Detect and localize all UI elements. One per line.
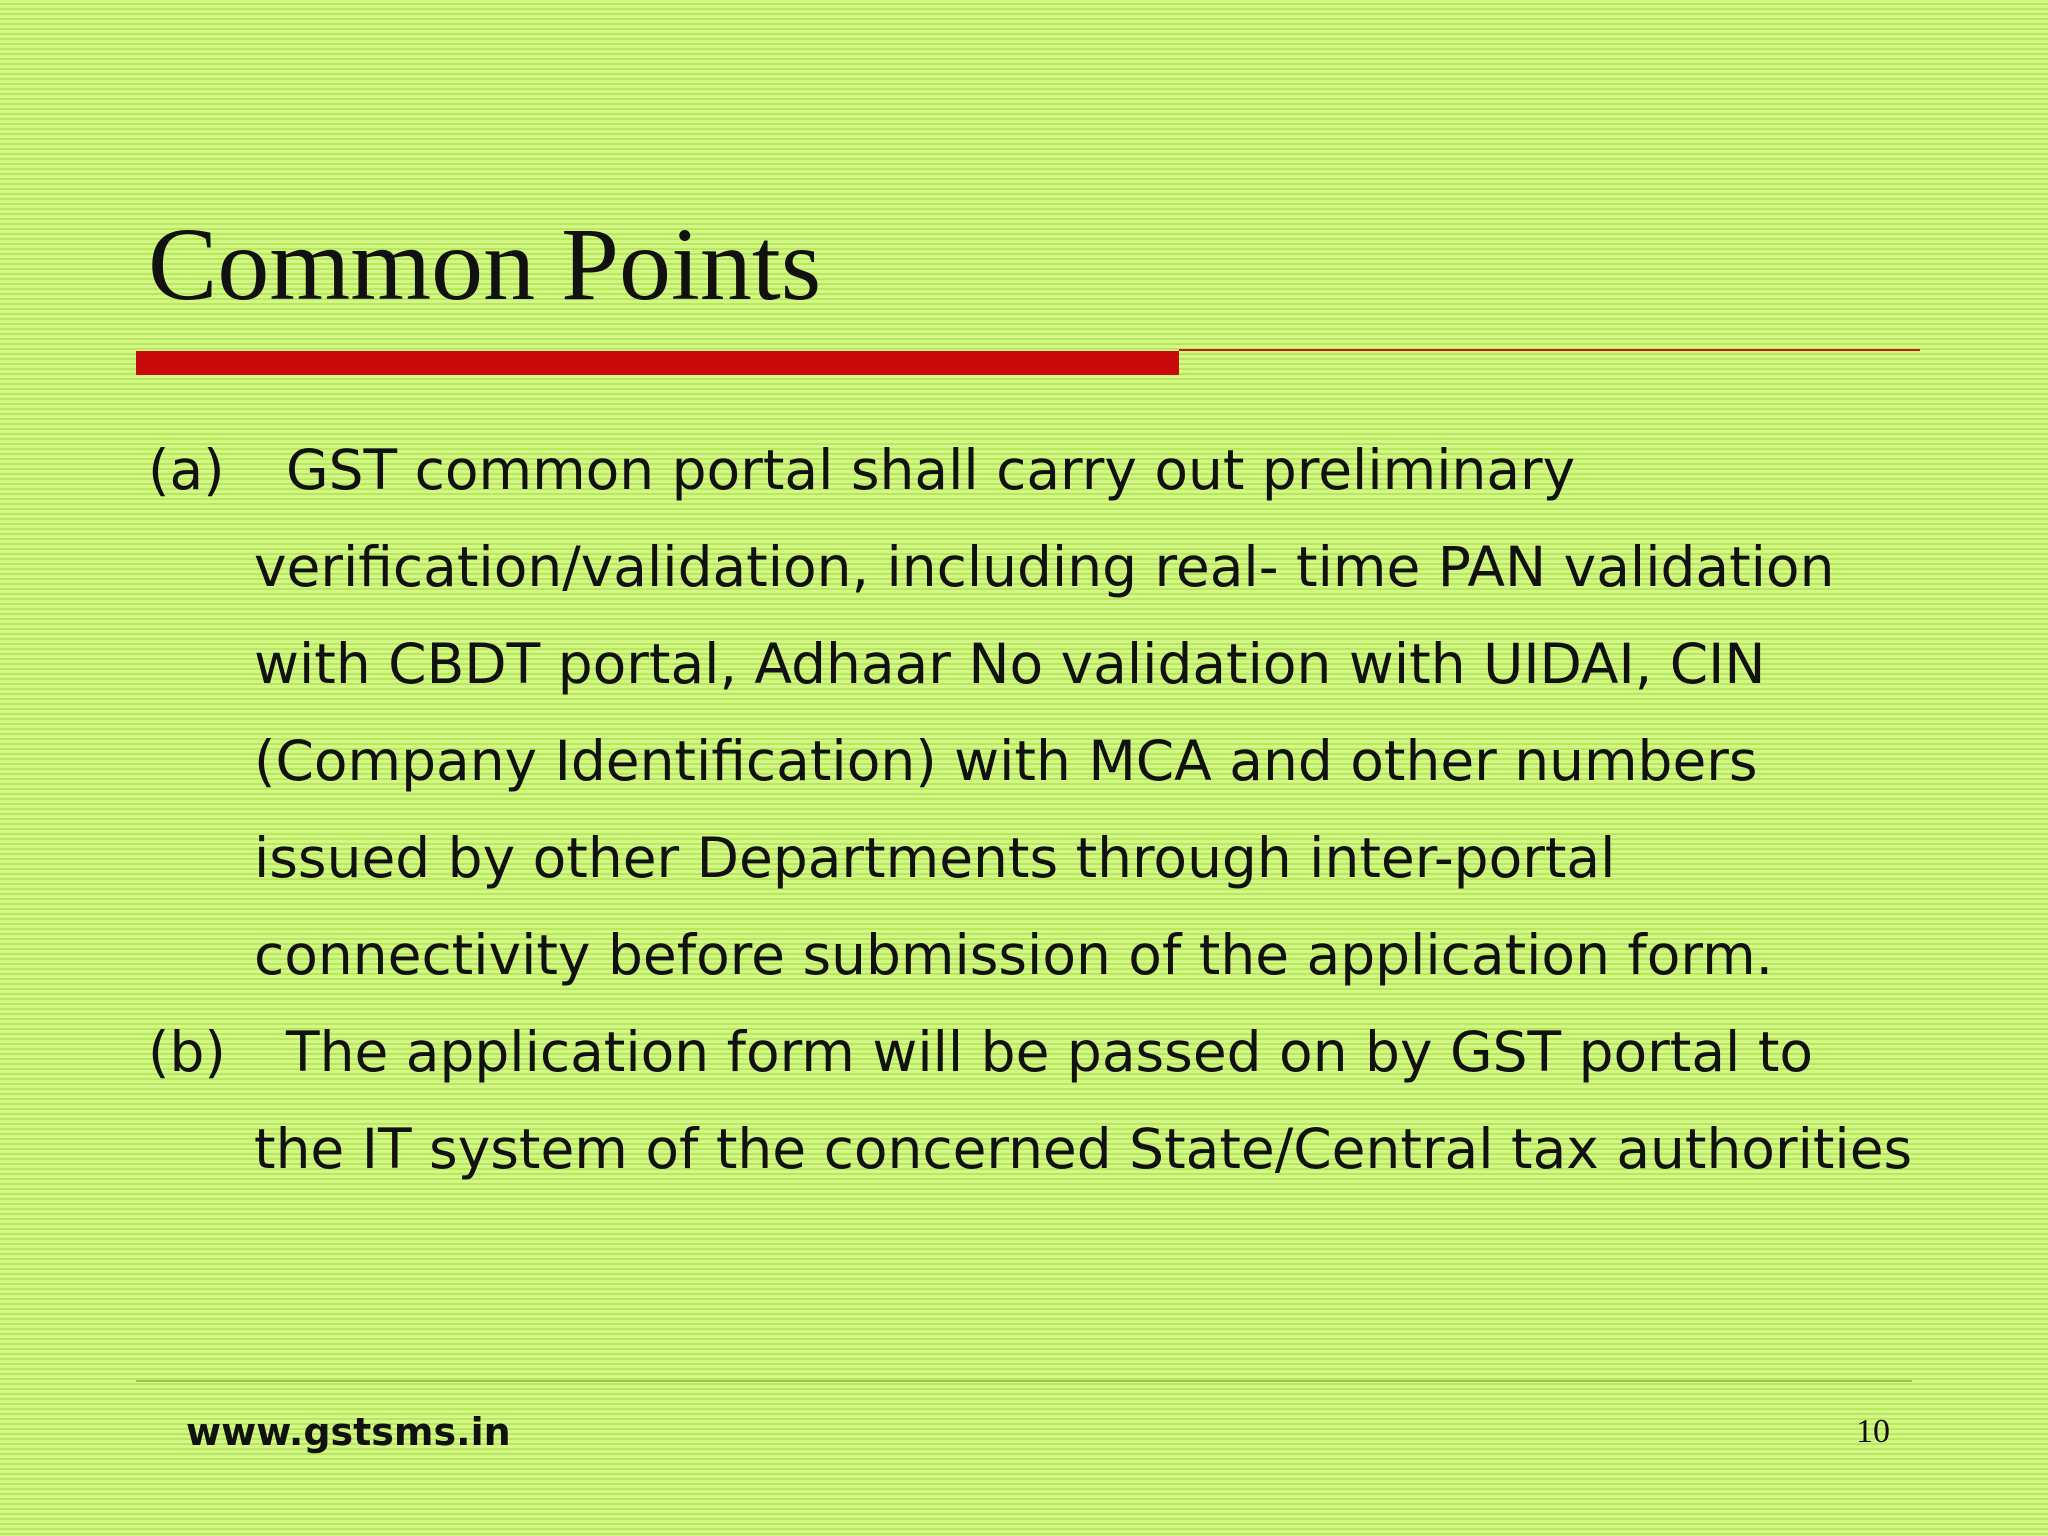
title-underline-thick — [136, 351, 1179, 375]
list-item-a-line-6: connectivity before submission of the application form. — [254, 923, 1774, 987]
slide-title: Common Points — [148, 207, 822, 322]
list-item-a-line-5: issued by other Departments through inter-portal — [254, 826, 1616, 890]
page-number: 10 — [1856, 1413, 1890, 1450]
list-item-a-line-1: GST common portal shall carry out preliminary — [286, 438, 1576, 502]
footer-divider — [136, 1380, 1912, 1382]
slide-body — [148, 422, 1913, 1198]
list-item-a-line-3: with CBDT portal, Adhaar No validation with UIDAI, CIN — [254, 632, 1766, 696]
list-item-b — [148, 1004, 1913, 1198]
list-marker-a: (a) — [148, 438, 225, 502]
title-underline-thin — [1179, 349, 1920, 351]
list-item-b-line-2: the IT system of the concerned State/Central tax authorities — [254, 1117, 1913, 1181]
list-marker-b: (b) — [148, 1020, 226, 1084]
list-item-b-line-1: The application form will be passed on by GST portal to — [286, 1020, 1814, 1084]
list-item-a-line-2: verification/validation, including real- time PAN validation — [254, 535, 1835, 599]
list-item-a-line-4: (Company Identification) with MCA and other numbers — [254, 729, 1758, 793]
list-item-b-text — [254, 1004, 1912, 1198]
footer-url: www.gstsms.in — [186, 1410, 511, 1454]
list-item-a — [148, 422, 1908, 1004]
list-item-a-text — [254, 422, 1908, 1004]
